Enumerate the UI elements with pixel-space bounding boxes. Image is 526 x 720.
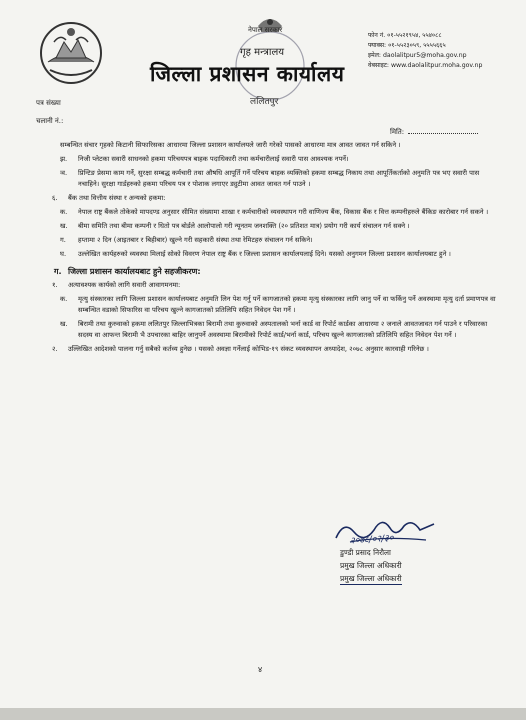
item-marker: ख. bbox=[60, 222, 68, 230]
item-text: बीमा समिति तथा बीमा कम्पनी र धितो पत्र बोर्डले आलोपालो गरी न्यूनतम जनशक्ति (२० प्रतिशत मात्र) प्रयोग गरी कार्य संचालन गर्न सक्ने । bbox=[78, 222, 410, 230]
list-item bbox=[60, 319, 500, 341]
list-item bbox=[60, 168, 500, 190]
list-item bbox=[52, 193, 500, 204]
item-text: नेपाल राष्ट्र बैंकले तोकेको मापदण्ड अनुसार सीमित संख्यामा शाखा र कर्मचारीको व्यवस्थापन गरी वाणिज्य बैंक, विकास बैंक र वित्त कम्पनीहरुले बैंकिङ कारोबार गर्न सकने । bbox=[78, 208, 489, 216]
email-address: इमेल: daolalitpur5@moha.gov.np bbox=[368, 52, 467, 59]
item-marker: ञ. bbox=[60, 169, 68, 177]
item-text: हप्तामा २ दिन (आइतबार र बिहीबार) खुल्ने गरी सहकारी संस्था तथा रेमिटहरु संचालन गर्न सकिने। bbox=[78, 236, 313, 244]
contact-block bbox=[368, 31, 482, 71]
website-address: वेबसाइट: www.daolalitpur.moha.gov.np bbox=[368, 62, 483, 69]
page-number: ४ bbox=[258, 665, 263, 674]
item-text: निजी प्लेटका सवारी साधनको हकमा परिचयपत्र बाहक पदाधिकारी तथा कर्मचारीलाई सवारी पास आवश्यक नपर्ने। bbox=[78, 155, 349, 163]
signatory-title: प्रमुख जिल्ला अधिकारी bbox=[340, 561, 402, 570]
signatory-name: डुण्डी प्रसाद निरौला bbox=[340, 548, 391, 557]
date-field bbox=[390, 128, 478, 137]
item-marker: १. bbox=[52, 281, 58, 289]
phone-numbers: फोन नं. ०१-५५२१९५४, ५५४०८८ bbox=[368, 32, 442, 39]
section-title: जिल्ला प्रशासन कार्यालयबाट हुने सहजीकरण: bbox=[68, 267, 201, 276]
signature-date: २०७८/०२/३० bbox=[349, 533, 394, 547]
letter-body bbox=[52, 140, 500, 358]
list-item bbox=[60, 221, 500, 232]
fax-numbers: फ्याक्स: ०१-५५२३०५९, ५५५५६६५ bbox=[368, 42, 446, 49]
government-name: नेपाल सरकार bbox=[248, 26, 283, 34]
item-text: मृत्यु संस्कारका लागि जिल्ला प्रशासन कार्यालयबाट अनुमति लिन पेश गर्नु पर्ने कागजातको हकमा मृत्यु संस्कारका लागि जानु पर्ने वा फर्किनु पर्ने अवस्थामा मृत्यु दर्ता प्रमाणपत्र वा सम्बन्धित वडाको सिफारिस वा परिचय खुल्ने कागजातको प्रतिलिपि सहित निवेदन पेश गर्ने । bbox=[78, 295, 496, 314]
signatory-stamp: प्रमुख जिल्ला अधिकारी bbox=[340, 574, 402, 583]
item-text: अत्यावश्यक कार्यको लागि सवारी आवागमनमा: bbox=[68, 281, 181, 289]
list-item bbox=[60, 249, 500, 260]
item-text: बिरामी तथा कुरुवाको हकमा ललितपुर जिल्लाभित्रका बिरामी तथा कुरुवाको अस्पतालको भर्ना कार्ड वा रिपोर्ट कार्डका आधारमा २ जनाले आवतजावत गर्न पाउने र परिवारका सदस्य वा आफन्त बिरामी भै उपचारका बाहिर जानुपर्ने अवस्थामा बिरामीको रिपोर्ट कार्ड/भर्ना कार्ड, परिचय खुल्ने कागजातको प्रतिलिपि सहित निवेदन पेश गर्ने । bbox=[78, 320, 488, 339]
scan-edge-shadow bbox=[0, 708, 526, 720]
place-name: ललितपुर bbox=[250, 97, 279, 107]
date-label: मिति: bbox=[390, 128, 405, 136]
item-text: उल्लेखित कार्यहरुको व्यवस्था मिलाई सोको विवरण नेपाल राष्ट्र बैंक र जिल्ला प्रशासन कार्यालयलाई दिने। यसको अनुगमन जिल्ला प्रशासन कार्यालयबाट हुने । bbox=[78, 250, 451, 258]
section-marker: ग. bbox=[54, 267, 62, 276]
office-title: जिल्ला प्रशासन कार्यालय bbox=[150, 62, 345, 86]
item-marker: झ. bbox=[60, 155, 68, 163]
nepal-emblem-icon bbox=[36, 18, 106, 88]
item-marker: घ. bbox=[60, 250, 67, 258]
item-text: उल्लिखित आदेशको पालना गर्नु सबैको कर्तव्य हुनेछ । यसको अवज्ञा गर्नेलाई कोभिड-१९ संकट व्यवस्थापन अध्यादेश, २०७८ अनुसार कारवाही गरिनेछ । bbox=[68, 345, 429, 353]
date-blank-line bbox=[408, 133, 478, 134]
item-marker: २. bbox=[52, 345, 58, 353]
item-text: प्रिन्टिङ प्रेसमा काम गर्ने, सुरक्षा सम्बद्ध कर्मचारी तथा औषधि आपूर्ति गर्ने परिचय बाहक व्यक्तिको हकमा सम्बद्ध निकाय तथा आपूर्तिकर्ताको अनुमति पत्र भए सवारी पास नचाहिने। सुरक्षा गार्डहरुको हकमा परिचय पत्र र पोशाक लगाएर ड्युटीमा आवत जावत गर्न पाउने । bbox=[78, 169, 480, 188]
section-heading bbox=[54, 266, 500, 277]
list-item bbox=[52, 280, 500, 291]
item-marker: ६. bbox=[52, 194, 58, 202]
item-text: बैंक तथा वित्तीय संस्था र अन्यको हकमा: bbox=[68, 194, 166, 202]
list-item bbox=[60, 154, 500, 165]
continuation-paragraph: सम्बन्धित संचार गृहको किटानी सिफारिसका आधारमा जिल्ला प्रशासन कार्यालयले जारी गरेको पासको आधारमा मात्र आवत जावत गर्न सकिने । bbox=[60, 141, 401, 149]
list-item bbox=[52, 344, 500, 355]
item-marker: क. bbox=[60, 295, 68, 303]
letter-number-label: पत्र संख्या bbox=[36, 99, 61, 107]
item-marker: ग. bbox=[60, 236, 66, 244]
list-item bbox=[60, 235, 500, 246]
item-marker: ख. bbox=[60, 320, 68, 328]
dispatch-number-label: चलानी नं.: bbox=[36, 117, 64, 125]
item-marker: क. bbox=[60, 208, 68, 216]
list-item bbox=[60, 207, 500, 218]
list-item bbox=[60, 294, 500, 316]
ministry-name: गृह मन्त्रालय bbox=[240, 47, 285, 58]
